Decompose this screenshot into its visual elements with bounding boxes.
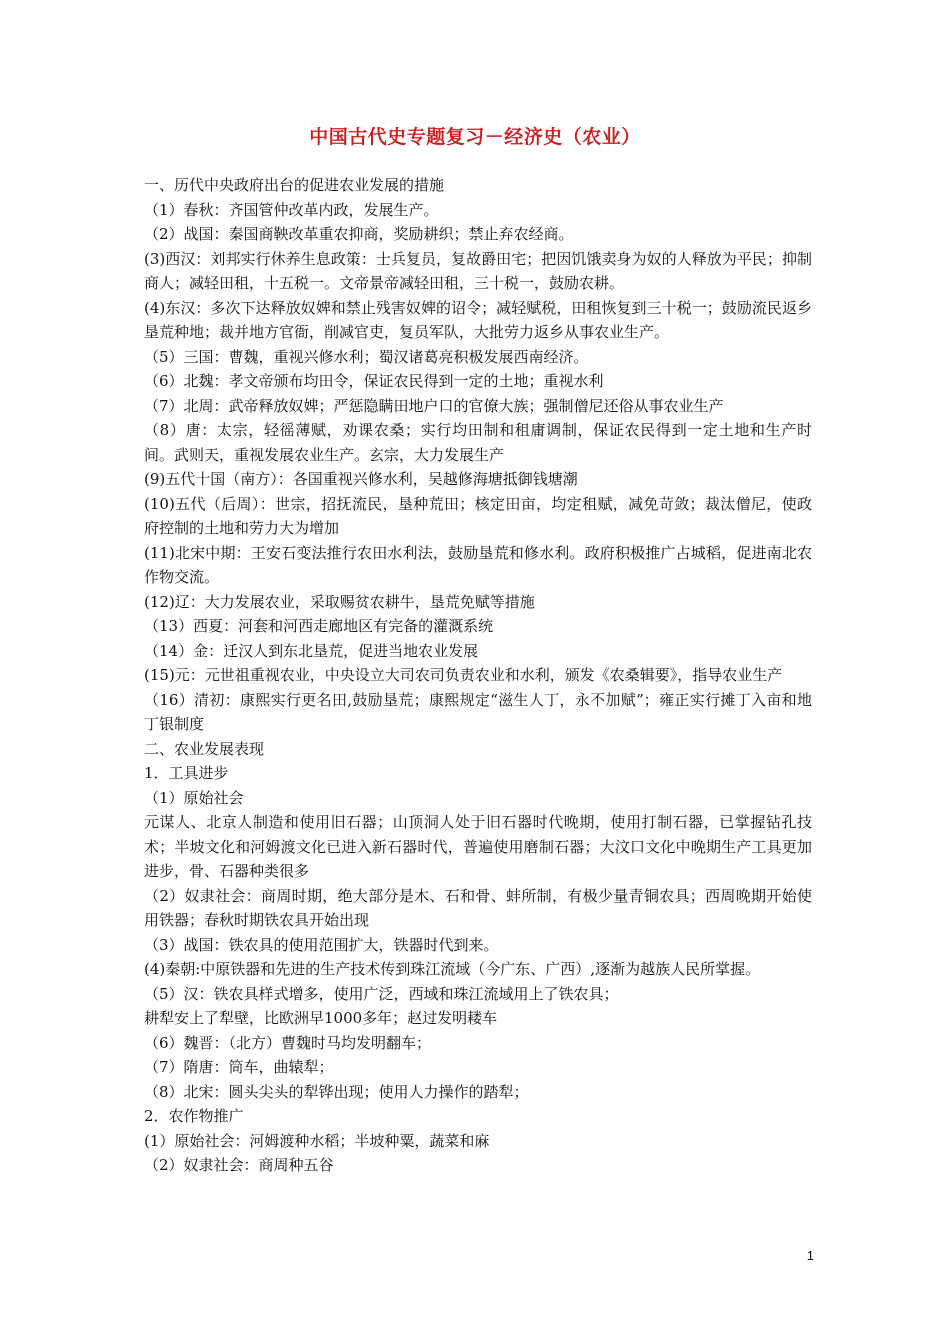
paragraph: 元谋人、北京人制造和使用旧石器；山顶洞人处于旧石器时代晚期，使用打制石器，已掌握钻孔技术；半坡文化和河姆渡文化已进入新石器时代，普遍使用磨制石器；大汶口文化中晚期生产工具更加进步，骨、石器种类很多 xyxy=(144,813,812,880)
paragraph: （6）北魏：孝文帝颁布均田令，保证农民得到一定的土地；重视水利 xyxy=(144,372,604,390)
paragraph: 耕犁安上了犁壁，比欧洲早1000多年；赵过发明耧车 xyxy=(144,1009,498,1027)
paragraph: （3）战国：铁农具的使用范围扩大，铁器时代到来。 xyxy=(144,935,499,954)
paragraph: （14）金：迁汉人到东北垦荒，促进当地农业发展 xyxy=(144,641,479,660)
document-title: 中国古代史专题复习－经济史（农业） xyxy=(309,126,641,148)
paragraph: 1．工具进步 xyxy=(144,764,229,782)
paragraph: （13）西夏：河套和河西走廊地区有完备的灌溉系统 xyxy=(144,617,494,635)
paragraph: (15)元：元世祖重视农业，中央设立大司农司负责农业和水利，颁发《农桑辑要》，指导农业生产 xyxy=(144,666,783,684)
paragraph: 一、历代中央政府出台的促进农业发展的措施 xyxy=(144,176,445,194)
paragraph: （7）北周：武帝释放奴婢；严惩隐瞒田地户口的官僚大族；强制僧尼还俗从事农业生产 xyxy=(144,396,724,415)
page-number: 1 xyxy=(806,1248,814,1263)
paragraph: (1）原始社会：河姆渡种水稻；半坡种粟，蔬菜和麻 xyxy=(144,1131,490,1150)
paragraph: (4)秦朝:中原铁器和先进的生产技术传到珠江流域（今广东、广西）,逐渐为越族人民所掌握。 xyxy=(144,960,761,978)
paragraph: (11)北宋中期：王安石变法推行农田水利法，鼓励垦荒和修水利。政府积极推广占城稻，促进南北农作物交流。 xyxy=(144,543,812,586)
paragraph: 2．农作物推广 xyxy=(144,1107,244,1125)
paragraph: (12)辽：大力发展农业，采取赐贫农耕牛，垦荒免赋等措施 xyxy=(144,592,535,611)
paragraph: （5）三国：曹魏，重视兴修水利；蜀汉诸葛亮积极发展西南经济。 xyxy=(144,347,589,366)
paragraph: (4)东汉：多次下达释放奴婢和禁止残害奴婢的诏令；减轻赋税，田租恢复到三十税一；鼓励流民返乡垦荒种地；裁并地方官衙，削减官吏，复员军队，大批劳力返乡从事农业生产。 xyxy=(144,298,812,341)
paragraph: （2）战国：秦国商鞅改革重农抑商，奖励耕织；禁止弃农经商。 xyxy=(144,225,574,243)
paragraph: （7）隋唐：筒车，曲辕犁； xyxy=(144,1058,334,1076)
paragraph: 二、农业发展表现 xyxy=(144,739,265,758)
paragraph: （8）北宋：圆头尖头的犁铧出现；使用人力操作的踏犁； xyxy=(144,1082,529,1101)
paragraph: （8）唐：太宗，轻徭薄赋，劝课农桑；实行均田制和租庸调制，保证农民得到一定土地和生产时间。武则天，重视发展农业生产。玄宗，大力发展生产 xyxy=(144,421,812,464)
paragraph: （1）原始社会 xyxy=(144,788,244,807)
paragraph: (9)五代十国（南方）：各国重视兴修水利，吴越修海塘抵御钱塘潮 xyxy=(144,470,578,488)
paragraph: （6）魏晋：（北方）曹魏时马均发明翻车； xyxy=(144,1033,432,1052)
paragraph: (3)西汉：刘邦实行休养生息政策：士兵复员，复故爵田宅；把因饥饿卖身为奴的人释放为平民；抑制商人；减轻田租，十五税一。文帝景帝减轻田租，三十税一，鼓励农耕。 xyxy=(144,249,812,292)
paragraph: （2）奴隶社会：商周种五谷 xyxy=(144,1156,334,1174)
paragraph: （5）汉：铁农具样式增多，使用广泛，西域和珠江流域用上了铁农具； xyxy=(144,984,619,1003)
paragraph: （1）春秋：齐国管仲改革内政，发展生产。 xyxy=(144,200,439,219)
document-body xyxy=(144,173,812,1178)
paragraph: （2）奴隶社会：商周时期，绝大部分是木、石和骨、蚌所制，有极少量青铜农具；西周晚期开始使用铁器；春秋时期铁农具开始出现 xyxy=(144,886,812,929)
paragraph: （16）清初：康熙实行更名田,鼓励垦荒；康熙规定“滋生人丁，永不加赋”；雍正实行摊丁入亩和地丁银制度 xyxy=(144,690,812,733)
paragraph: (10)五代（后周）：世宗，招抚流民，垦种荒田；核定田亩，均定租赋，减免苛敛；裁汰僧尼，使政府控制的土地和劳力大为增加 xyxy=(144,494,812,537)
